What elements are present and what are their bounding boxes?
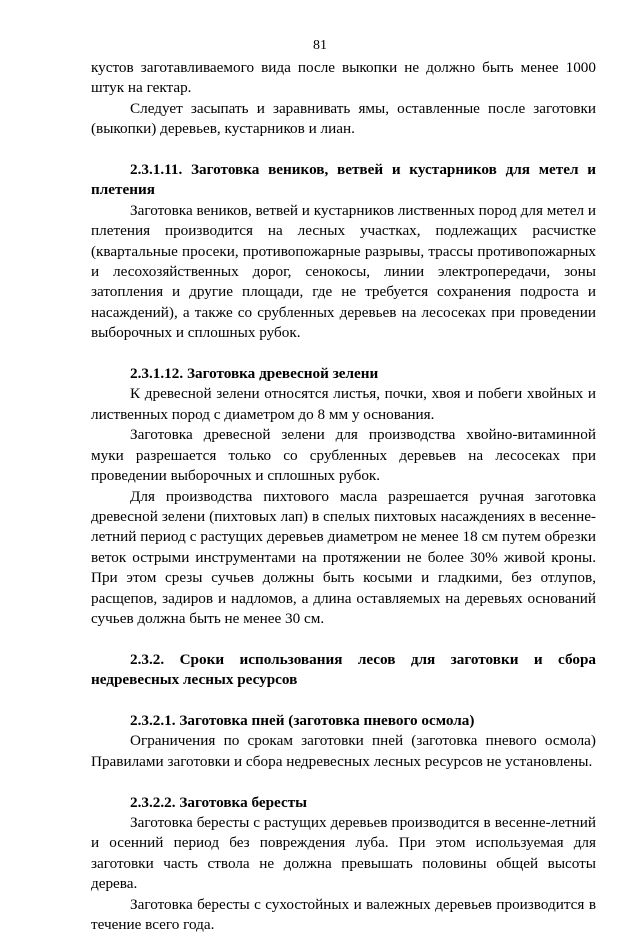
document-body bbox=[91, 58, 596, 935]
section-heading: 2.3.1.11. Заготовка веников, ветвей и кустарников для метел и плетения bbox=[91, 161, 596, 199]
section-heading: 2.3.2.1. Заготовка пней (заготовка пневого осмола) bbox=[130, 711, 475, 729]
paragraph: Ограничения по срокам заготовки пней (заготовка пневого осмола) Правилами заготовки и сбора недревесных лесных ресурсов не установлены. bbox=[91, 732, 596, 770]
page-number: 81 bbox=[313, 38, 327, 53]
section-heading: 2.3.2. Сроки использования лесов для заготовки и сбора недревесных лесных ресурсов bbox=[91, 650, 596, 689]
paragraph: Следует засыпать и заравнивать ямы, оставленные после заготовки (выкопки) деревьев, кустарников и лиан. bbox=[91, 99, 596, 138]
paragraph: Заготовка бересты с растущих деревьев производится в весенне-летний и осенний период без повреждения луба. При этом используемая для заготовки часть ствола не должна превышать половины общей высоты дерева. bbox=[91, 813, 596, 893]
paragraph-spacer bbox=[91, 140, 596, 160]
section-heading: 2.3.1.12. Заготовка древесной зелени bbox=[130, 365, 379, 383]
paragraph-spacer bbox=[91, 772, 596, 792]
paragraph: К древесной зелени относятся листья, почки, хвоя и побеги хвойных и лиственных пород с диаметром до 8 мм у основания. bbox=[91, 385, 596, 423]
paragraph: Заготовка бересты с сухостойных и валежных деревьев производится в течение всего года. bbox=[91, 895, 596, 933]
paragraph-spacer bbox=[91, 629, 596, 649]
paragraph-spacer bbox=[91, 344, 596, 364]
section-heading: 2.3.2.2. Заготовка бересты bbox=[130, 793, 308, 811]
paragraph: Для производства пихтового масла разрешается ручная заготовка древесной зелени (пихтовых лап) в спелых пихтовых насаждениях в весенне-летний период с растущих деревьев диаметром не менее 18 см путем обрезки веток острыми инструментами на протяжении не более 30% живой кроны. При этом срезы сучьев должны быть косыми и гладкими, без отлупов, расщепов, задиров и надломов, а длина оставляемых на деревьях оснований сучьев должна быть не менее 30 см. bbox=[91, 487, 596, 627]
paragraph-spacer bbox=[91, 691, 596, 711]
paragraph: Заготовка древесной зелени для производства хвойно-витаминной муки разрешается только со срубленных деревьев на лесосеках при проведении выборочных и сплошных рубок. bbox=[91, 426, 596, 485]
paragraph: кустов заготавливаемого вида после выкопки не должно быть менее 1000 штук на гектар. bbox=[91, 59, 596, 97]
paragraph: Заготовка веников, ветвей и кустарников лиственных пород для метел и плетения производится на лесных участках, подлежащих расчистке (квартальные просеки, противопожарные разрывы, трассы противопожарных и лесохозяйственных дорог, сенокосы, линии электропередачи, зоны затопления и другие площади, где не требуется сохранения подроста и насаждений), а также со срубленных деревьев на лесосеках при проведении выборочных и сплошных рубок. bbox=[91, 201, 596, 342]
